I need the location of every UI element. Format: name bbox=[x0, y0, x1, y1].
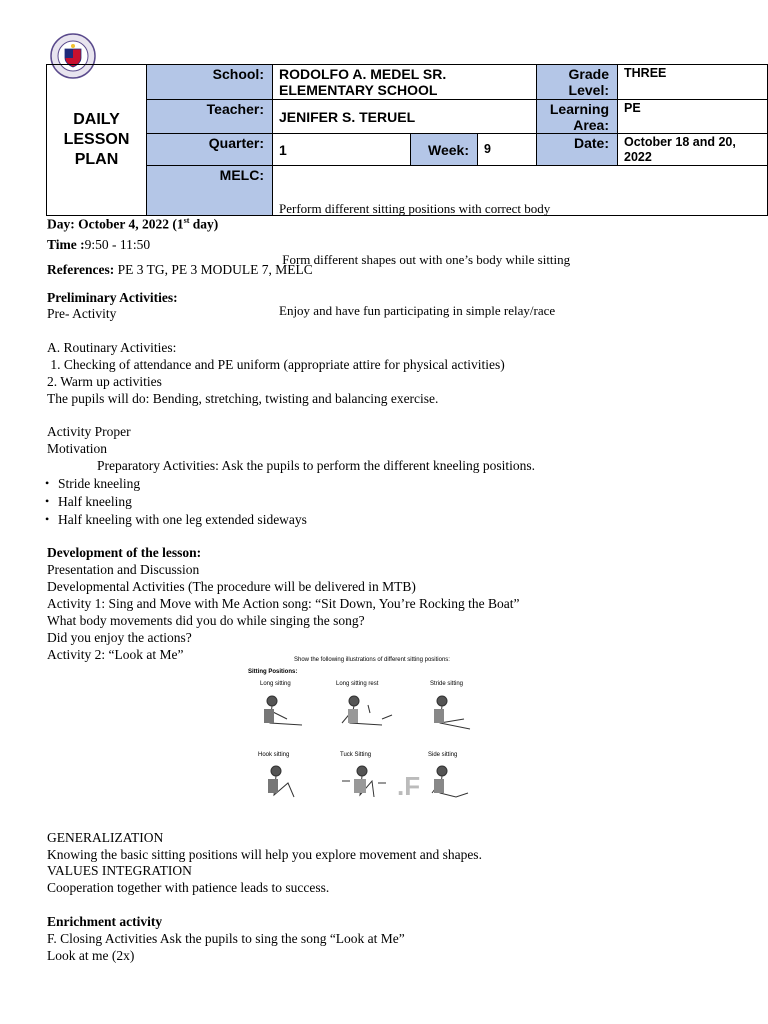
teacher-value: JENIFER S. TERUEL bbox=[272, 99, 536, 133]
pupils-will-do: The pupils will do: Bending, stretching, twisting and balancing exercise. bbox=[47, 391, 439, 406]
development-heading: Development of the lesson: bbox=[47, 545, 202, 560]
values-heading: VALUES INTEGRATION bbox=[47, 863, 192, 878]
grade-level-value: THREE bbox=[617, 65, 767, 99]
closing-activities: F. Closing Activities Ask the pupils to sing the song “Look at Me” bbox=[47, 931, 405, 946]
stride-sitting-figure-icon bbox=[434, 696, 470, 729]
routinary-activities: A. Routinary Activities: bbox=[47, 340, 177, 355]
melc-line: Form different shapes out with one’s body while sitting bbox=[279, 252, 571, 267]
learning-area-value: PE bbox=[617, 99, 767, 133]
melc-label: MELC: bbox=[146, 165, 272, 215]
figure-label: Long sitting rest bbox=[336, 681, 379, 687]
warm-up: 2. Warm up activities bbox=[47, 374, 162, 389]
figure-label: Hook sitting bbox=[258, 752, 290, 758]
values-text: Cooperation together with patience leads to success. bbox=[47, 880, 330, 895]
presentation-discussion: Presentation and Discussion bbox=[47, 562, 200, 577]
teacher-label: Teacher: bbox=[146, 99, 272, 133]
question-1: What body movements did you do while singing the song? bbox=[47, 613, 365, 628]
school-label: School: bbox=[146, 65, 272, 99]
sitting-positions-figure bbox=[242, 653, 480, 813]
bullet-item: Half kneeling bbox=[58, 494, 132, 509]
bullet: • bbox=[45, 512, 50, 526]
sitting-figures-illustration bbox=[242, 653, 480, 813]
learning-area-label: Learning Area: bbox=[536, 99, 617, 133]
enrichment-heading: Enrichment activity bbox=[47, 914, 163, 929]
preliminary-heading: Preliminary Activities: bbox=[47, 290, 178, 305]
long-sitting-figure-icon bbox=[264, 696, 302, 725]
preparatory-activities: Preparatory Activities: Ask the pupils to perform the different kneeling positions. bbox=[97, 458, 536, 473]
figure-caption: Show the following illustrations of different sitting positions: bbox=[294, 657, 450, 663]
plan-title bbox=[47, 65, 146, 215]
generalization-heading: GENERALIZATION bbox=[47, 830, 164, 845]
question-2: Did you enjoy the actions? bbox=[47, 630, 192, 645]
melc-line: Enjoy and have fun participating in simple relay/race bbox=[279, 303, 556, 318]
pre-activity: Pre- Activity bbox=[47, 306, 117, 321]
long-sitting-rest-figure-icon bbox=[342, 696, 392, 725]
date-value: October 18 and 20, 2022 bbox=[617, 133, 767, 165]
week-value: 9 bbox=[477, 133, 536, 165]
hook-sitting-figure-icon bbox=[268, 766, 294, 797]
melc-line: Perform different sitting positions with correct body bbox=[279, 201, 551, 216]
melc-value bbox=[272, 165, 767, 318]
figure-subtitle: Sitting Positions: bbox=[248, 669, 298, 675]
figure-label: Long sitting bbox=[260, 681, 291, 687]
activity-2: Activity 2: “Look at Me” bbox=[47, 647, 184, 662]
generalization-text: Knowing the basic sitting positions will help you explore movement and shapes. bbox=[47, 847, 482, 862]
figure-mark: .F bbox=[397, 771, 421, 801]
plan-title-line: PLAN bbox=[74, 151, 119, 168]
time-line: Time :9:50 - 11:50 bbox=[47, 237, 151, 252]
references-line: References: PE 3 TG, PE 3 MODULE 7, MELC bbox=[47, 262, 313, 277]
bullet: • bbox=[45, 494, 50, 508]
plan-title-line: DAILY bbox=[73, 111, 120, 128]
activity-proper: Activity Proper bbox=[47, 424, 131, 439]
side-sitting-figure-icon bbox=[432, 766, 468, 797]
quarter-label: Quarter: bbox=[146, 133, 272, 165]
bullet-item: Half kneeling with one leg extended sideways bbox=[58, 512, 307, 527]
grade-level-label: Grade Level: bbox=[536, 65, 617, 99]
look-at-me: Look at me (2x) bbox=[47, 948, 135, 963]
school-value: RODOLFO A. MEDEL SR. ELEMENTARY SCHOOL bbox=[272, 65, 536, 99]
day-line: Day: October 4, 2022 (1st day) bbox=[47, 216, 219, 232]
developmental-activities: Developmental Activities (The procedure will be delivered in MTB) bbox=[47, 579, 416, 594]
figure-label: Side sitting bbox=[428, 752, 458, 758]
quarter-value: 1 bbox=[272, 133, 410, 165]
motivation: Motivation bbox=[47, 441, 107, 456]
bullet-item: Stride kneeling bbox=[58, 476, 141, 491]
figure-label: Tuck Sitting bbox=[340, 752, 372, 758]
bullet: • bbox=[45, 476, 50, 490]
date-label: Date: bbox=[536, 133, 617, 165]
tuck-sitting-figure-icon bbox=[342, 766, 386, 797]
activity-1: Activity 1: Sing and Move with Me Action song: “Sit Down, You’re Rocking the Boat” bbox=[47, 596, 520, 611]
week-label: Week: bbox=[410, 133, 477, 165]
checking-attendance: 1. Checking of attendance and PE uniform (appropriate attire for physical activities) bbox=[47, 357, 505, 372]
plan-title-line: LESSON bbox=[63, 131, 130, 148]
figure-label: Stride sitting bbox=[430, 681, 464, 687]
